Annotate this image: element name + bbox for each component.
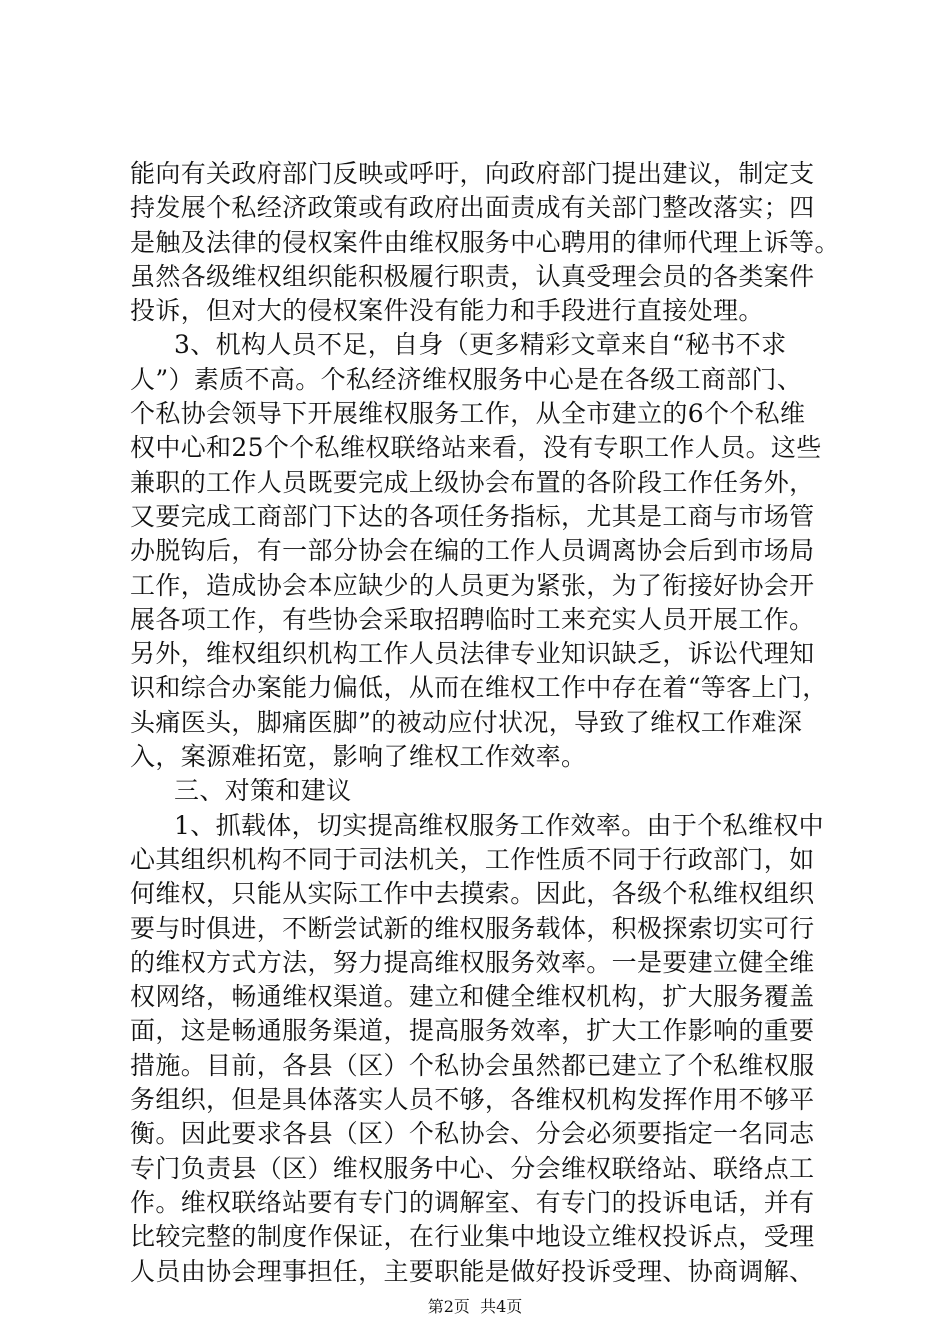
text-line: 权中心和25个个私维权联络站来看，没有专职工作人员。这些: [130, 433, 822, 463]
text-line: 投诉，但对大的侵权案件没有能力和手段进行直接处理。: [130, 296, 764, 326]
text-line: 三、对策和建议: [174, 776, 352, 806]
text-line: 作。维权联络站要有专门的调解室、有专门的投诉电话，并有: [130, 1187, 815, 1217]
text-line: 又要完成工商部门下达的各项任务指标，尤其是工商与市场管: [130, 501, 815, 531]
text-line: 务组织，但是具体落实人员不够，各维权机构发挥作用不够平: [130, 1085, 815, 1115]
text-line: 个私协会领导下开展维权服务工作，从全市建立的6个个私维: [130, 399, 806, 429]
text-line: 面，这是畅通服务渠道，提高服务效率，扩大工作影响的重要: [130, 1016, 815, 1046]
text-line: 入，案源难拓宽，影响了维权工作效率。: [130, 742, 587, 772]
text-line: 专门负责县（区）维权服务中心、分会维权联络站、联络点工: [130, 1153, 815, 1183]
text-line: 何维权，只能从实际工作中去摸索。因此，各级个私维权组织: [130, 879, 815, 909]
document-body: [130, 157, 840, 1289]
text-line: 工作，造成协会本应缺少的人员更为紧张，为了衔接好协会开: [130, 570, 815, 600]
text-line: 人员由协会理事担任，主要职能是做好投诉受理、协商调解、: [130, 1256, 815, 1286]
text-line: 要与时俱进，不断尝试新的维权服务载体，积极探索切实可行: [130, 913, 815, 943]
text-line: 1、抓载体，切实提高维权服务工作效率。由于个私维权中: [174, 810, 825, 840]
text-line: 识和综合办案能力偏低，从而在维权工作中存在着“等客上门，: [130, 673, 828, 703]
text-line: 持发展个私经济政策或有政府出面责成有关部门整改落实；四: [130, 193, 815, 223]
text-line: 虽然各级维权组织能积极履行职责，认真受理会员的各类案件: [130, 261, 815, 291]
text-line: 心其组织机构不同于司法机关，工作性质不同于行政部门，如: [130, 844, 815, 874]
page-footer: 第2页 共4页: [427, 1297, 523, 1316]
text-line: 措施。目前，各县（区）个私协会虽然都已建立了个私维权服: [130, 1050, 815, 1080]
text-line: 衡。因此要求各县（区）个私协会、分会必须要指定一名同志: [130, 1119, 815, 1149]
text-line: 比较完整的制度作保证，在行业集中地设立维权投诉点，受理: [130, 1222, 815, 1252]
text-line: 办脱钩后，有一部分协会在编的工作人员调离协会后到市场局: [130, 536, 815, 566]
text-line: 3、机构人员不足，自身（更多精彩文章来自“秘书不求: [174, 330, 787, 360]
text-line: 是触及法律的侵权案件由维权服务中心聘用的律师代理上诉等。: [130, 227, 840, 257]
text-line: 能向有关政府部门反映或呼吁，向政府部门提出建议，制定支: [130, 159, 815, 188]
text-line: 另外，维权组织机构工作人员法律专业知识缺乏，诉讼代理知: [130, 639, 815, 669]
text-line: 权网络，畅通维权渠道。建立和健全维权机构，扩大服务覆盖: [130, 982, 815, 1012]
text-line: 展各项工作，有些协会采取招聘临时工来充实人员开展工作。: [130, 604, 815, 634]
text-line: 的维权方式方法，努力提高维权服务效率。一是要建立健全维: [130, 947, 815, 977]
text-line: 人”）素质不高。个私经济维权服务中心是在各级工商部门、: [130, 364, 803, 394]
text-line: 头痛医头，脚痛医脚”的被动应付状况，导致了维权工作难深: [130, 707, 803, 737]
text-line: 兼职的工作人员既要完成上级协会布置的各阶段工作任务外，: [130, 467, 815, 497]
